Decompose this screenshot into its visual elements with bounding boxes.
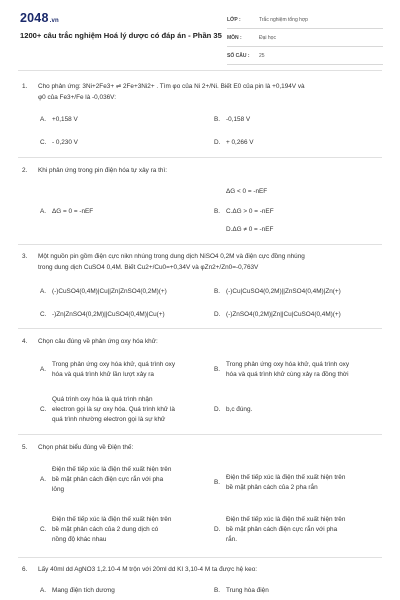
option-letter: B.: [214, 479, 221, 486]
divider: [18, 244, 382, 245]
option-text: Mang điện tích dương: [52, 587, 115, 594]
question-line: Chọn câu đúng về phản ứng oxy hóa khử:: [38, 338, 158, 345]
option-text: [226, 360, 396, 380]
option-letter: D.: [214, 526, 221, 533]
option-text: Trung hòa điện: [226, 587, 269, 594]
question-text: [38, 166, 378, 177]
option-text: [52, 360, 222, 380]
option-text: - 0,230 V: [52, 139, 78, 146]
meta-label: LỚP :: [227, 17, 241, 23]
option-letter: B.: [214, 116, 221, 123]
divider: [18, 434, 382, 435]
option-letter: D.: [214, 139, 221, 146]
option-text: + 0,266 V: [226, 139, 254, 146]
option-text: (-)CuSO4(0,4M)|Cu||Zn|ZnSO4(0,2M)(+): [52, 288, 167, 295]
question-text: [38, 337, 378, 348]
meta-value: Đại học: [259, 35, 276, 41]
option-text: b,c đúng.: [226, 406, 253, 413]
question-number: 4.: [22, 338, 28, 345]
divider: [18, 70, 382, 71]
option-line: hóa và quá trình khử lần lượt xảy ra: [52, 371, 154, 378]
option-line: Trong phản ứng oxy hóa khử, quá trình oxy: [52, 361, 176, 368]
option-line: quá trình nhường electron gọi là sự khử: [52, 416, 166, 423]
option-text: [226, 515, 396, 545]
question-text: [38, 565, 378, 576]
option-text: ΔG < 0 = -nEF: [226, 188, 268, 195]
meta-value: Trắc nghiệm tổng hợp: [259, 17, 308, 23]
option-letter: A.: [40, 587, 47, 594]
option-text: [226, 473, 396, 493]
meta-row-count: [227, 50, 383, 65]
option-line: nồng độ khác nhau: [52, 536, 107, 543]
option-line: Quá trình oxy hóa là quá trình nhận: [52, 396, 153, 403]
option-letter: B.: [214, 366, 221, 373]
option-text: +0,158 V: [52, 116, 78, 123]
logo-text: 2048: [20, 11, 49, 25]
option-line: Trong phản ứng oxy hóa khử, quá trình oxy: [226, 361, 350, 368]
document-title: 1200+ câu trắc nghiệm Hoá lý dược có đáp án - Phần 35: [20, 31, 222, 40]
divider: [18, 557, 382, 558]
option-letter: C.: [40, 139, 47, 146]
option-text: C.ΔG > 0 = -nEF: [226, 208, 274, 215]
question-text: [38, 252, 378, 273]
divider: [18, 328, 382, 329]
option-letter: B.: [214, 587, 221, 594]
question-number: 1.: [22, 83, 28, 90]
question-line: Một nguồn pin gồm điện cực nikn nhúng trong dung dịch NiSO4 0,2M và điện cực đồng nhúng: [38, 253, 305, 260]
option-letter: C.: [40, 406, 47, 413]
option-line: bề mặt phân cách của 2 dung dịch có: [52, 526, 159, 533]
option-letter: D.: [214, 406, 221, 413]
meta-label: SỐ CÂU :: [227, 53, 250, 59]
option-line: bề mặt phân cách điện cực rắn với pha: [226, 526, 338, 533]
logo-tld: .vn: [49, 18, 59, 24]
option-line: electron gọi là sự oxy hóa. Quá trình khử là: [52, 406, 175, 413]
option-letter: C.: [40, 311, 47, 318]
option-text: [52, 515, 222, 545]
document-header: [0, 0, 400, 62]
question-line: Lấy 40ml dd AgNO3 1,2.10-4 M trộn với 20ml dd KI 3,10-4 M ta được hệ keo:: [38, 566, 258, 573]
question-text: [38, 82, 378, 103]
option-text: [52, 465, 222, 495]
option-line: Điện thế tiếp xúc là điện thế xuất hiện trên: [52, 466, 172, 473]
option-letter: C.: [40, 526, 47, 533]
option-text: D.ΔG ≠ 0 = -nEF: [226, 226, 274, 233]
question-line: Khi phản ứng trong pin điện hóa tự xảy ra thì:: [38, 167, 167, 174]
option-line: lỏng: [52, 486, 65, 493]
option-text: ΔG = 0 = -nEF: [52, 208, 94, 215]
meta-box: [227, 14, 383, 68]
meta-row-class: [227, 14, 383, 29]
meta-value: 25: [259, 53, 265, 59]
site-logo[interactable]: [20, 11, 59, 25]
meta-label: MÔN :: [227, 35, 242, 41]
divider: [18, 157, 382, 158]
question-number: 3.: [22, 253, 28, 260]
option-letter: A.: [40, 366, 47, 373]
option-text: (-)ZnSO4(0,2M)|Zn||Cu|CuSO4(0,4M)(+): [226, 311, 341, 318]
question-number: 6.: [22, 566, 28, 573]
option-text: [52, 395, 222, 425]
option-letter: A.: [40, 208, 47, 215]
question-number: 5.: [22, 444, 28, 451]
question-line: trong dung dịch CuSO4 0,4M. Biết Cu2+/Cu0=+0,34V và φZn2+/Zn0=-0,763V: [38, 263, 259, 271]
option-line: Điện thế tiếp xúc là điện thế xuất hiện trên: [226, 474, 346, 481]
option-text: (-)Cu|CuSO4(0,2M)||ZnSO4(0,4M)|Zn(+): [226, 288, 341, 295]
option-line: bề mặt phân cách của 2 pha rắn: [226, 484, 318, 491]
option-letter: D.: [214, 311, 221, 318]
option-line: hóa và quá trình khử cùng xảy ra đồng thời: [226, 371, 349, 378]
question-number: 2.: [22, 167, 28, 174]
option-line: Điện thế tiếp xúc là điện thế xuất hiện trên: [226, 516, 346, 523]
option-letter: B.: [214, 288, 221, 295]
option-letter: A.: [40, 116, 47, 123]
option-letter: A.: [40, 288, 47, 295]
question-line: Chọn phát biểu đúng về Điện thế:: [38, 444, 134, 451]
option-text: -0,158 V: [226, 116, 251, 123]
meta-row-subject: [227, 32, 383, 47]
option-text: -)Zn|ZnSO4(0,2M)||CuSO4(0,4M)|Cu(+): [52, 311, 165, 318]
option-letter: B.: [214, 208, 221, 215]
option-line: rắn.: [226, 536, 238, 543]
question-text: [38, 443, 378, 454]
question-line: φ0 của Fe3+/Fe là -0,036V:: [38, 93, 116, 101]
question-line: Cho phản ứng: 3Ni+2Fe3+ ⇌ 2Fe+3Ni2+ . Tìm φo của Ni 2+/Ni. Biết E0 của pin là +0,194V và: [38, 83, 305, 90]
option-letter: A.: [40, 476, 47, 483]
option-line: Điện thế tiếp xúc là điện thế xuất hiện trên: [52, 516, 172, 523]
option-line: bề mặt phân cách điện cực rắn với pha: [52, 476, 164, 483]
